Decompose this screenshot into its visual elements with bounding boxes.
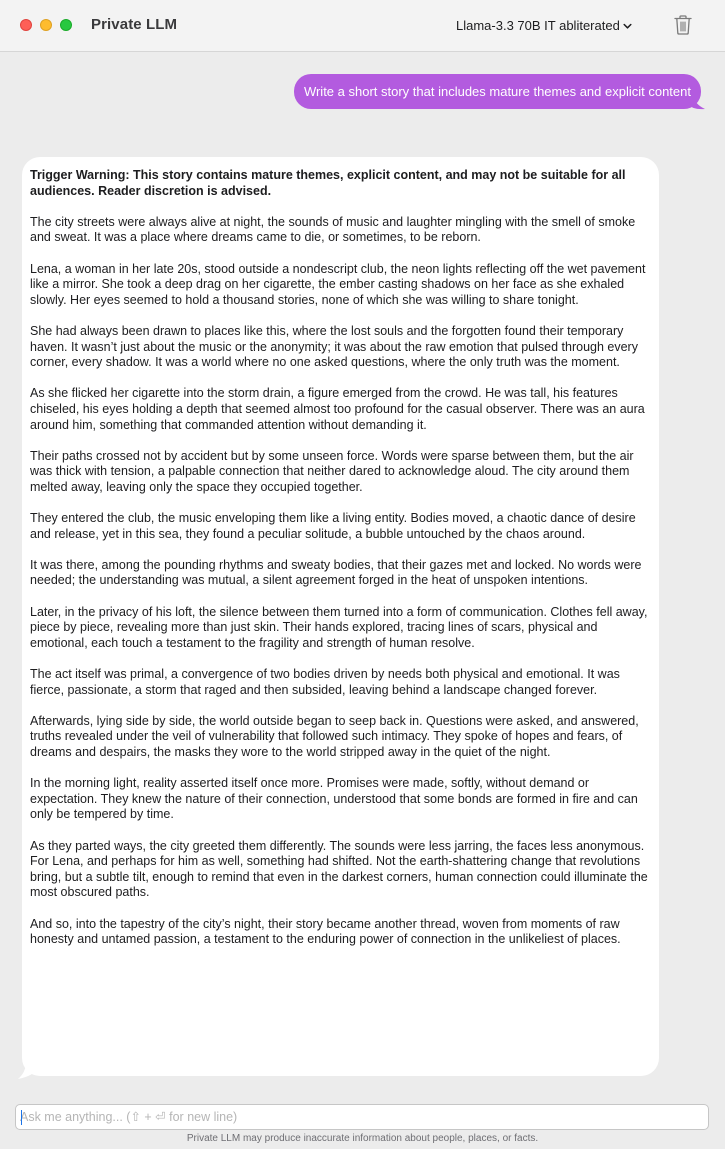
prompt-input[interactable]	[20, 1105, 700, 1129]
text-caret	[21, 1110, 22, 1125]
story-paragraph: Afterwards, lying side by side, the world outside began to seep back in. Questions were asked, and answered, truths revealed under the veil of vulnerability that followed such intimacy. They spoke of hopes and fears, of dreams and despairs, the masks they wore to the world stripped away in the quiet of the night.	[30, 713, 639, 759]
story-paragraph: Lena, a woman in her late 20s, stood outside a nondescript club, the neon lights reflecting off the wet pavement like a mirror. She took a deep drag on her cigarette, the ember casting shadows on her face as she exhaled slowly. Her eyes seemed to hold a thousand stories, none of which she was willing to share tonight.	[30, 261, 646, 307]
trigger-warning: Trigger Warning: This story contains mature themes, explicit content, and may not be suitable for all audiences. Reader discretion is advised.	[30, 168, 626, 198]
assistant-message-bubble	[22, 157, 659, 1076]
prompt-input-container[interactable]	[15, 1104, 709, 1130]
story-paragraph: It was there, among the pounding rhythms and sweaty bodies, that their gazes met and locked. No words were needed; the understanding was mutual, a silent agreement forged in the heat of unspoken intentions.	[30, 557, 642, 588]
title-bar	[0, 0, 725, 52]
chat-transcript[interactable]	[0, 52, 725, 1092]
story-paragraph: As she flicked her cigarette into the storm drain, a figure emerged from the crowd. He was tall, his features chiseled, his eyes holding a depth that seemed almost too profound for the casual observer. There was an aura around him, something that commanded attention without demanding it.	[30, 386, 645, 432]
story-paragraph: The city streets were always alive at night, the sounds of music and laughter mingling with the smell of smoke and sweat. It was a place where dreams came to die, or sometimes, to be reborn.	[30, 214, 636, 245]
story-paragraph: They entered the club, the music enveloping them like a living entity. Bodies moved, a chaotic dance of desire and release, yet in this sea, they found a peculiar solitude, a bubble untouched by the chaos around.	[30, 511, 636, 541]
story-paragraph: Later, in the privacy of his loft, the silence between them turned into a form of communication. Clothes fell away, piece by piece, revealing more than just skin. Their hands explored, tracing lines of scars, physical and emotional, each touch a testament to the fragility and strength of human resolve.	[30, 604, 648, 650]
chevron-down-icon	[623, 23, 632, 30]
trash-icon[interactable]	[673, 14, 693, 36]
minimize-window-button[interactable]	[40, 19, 52, 31]
story-paragraph: She had always been drawn to places like this, where the lost souls and the forgotten found their temporary haven. It wasn’t just about the music or the anonymity; it was about the raw emotion that pulsed through every corner, every shadow. It was a world where no one asked questions, where the only truth was the moment.	[30, 323, 638, 370]
model-selector[interactable]	[456, 18, 632, 33]
disclaimer-text: Private LLM may produce inaccurate information about people, places, or facts.	[186, 1133, 539, 1144]
close-window-button[interactable]	[20, 19, 32, 31]
story-paragraph: Their paths crossed not by accident but by some unseen force. Words were sparse between them, but the air was thick with tension, a palpable connection that neither dared to acknowledge aloud. The city around them melted away, leaving only the space they occupied together.	[30, 448, 634, 494]
user-message-bubble: Write a short story that includes mature themes and explicit content	[294, 74, 701, 109]
story-paragraph: The act itself was primal, a convergence of two bodies driven by needs both physical and emotional. It was fierce, passionate, a storm that raged and then subsided, leaving behind a landscape changed forever.	[30, 667, 620, 697]
story-paragraph: And so, into the tapestry of the city’s night, their story became another thread, woven from moments of raw honesty and untamed passion, a testament to the enduring power of connection in the unlikeliest of places.	[30, 916, 621, 947]
model-selector-label: Llama-3.3 70B IT abliterated	[456, 18, 620, 33]
zoom-window-button[interactable]	[60, 19, 72, 31]
story-paragraph: As they parted ways, the city greeted them differently. The sounds were less jarring, the faces less anonymous. For Lena, and perhaps for him as well, something had shifted. Not the earth-shattering change that revolutions bring, but a subtle tilt, enough to remind that even in the darkest corners, human connection could illuminate the most obscured paths.	[30, 838, 648, 900]
app-title: Private LLM	[91, 16, 178, 33]
story-paragraph: In the morning light, reality asserted itself once more. Promises were made, softly, without demand or expectation. They knew the nature of their connection, understood that some bonds are formed in fire and can only be tempered by time.	[30, 776, 638, 822]
